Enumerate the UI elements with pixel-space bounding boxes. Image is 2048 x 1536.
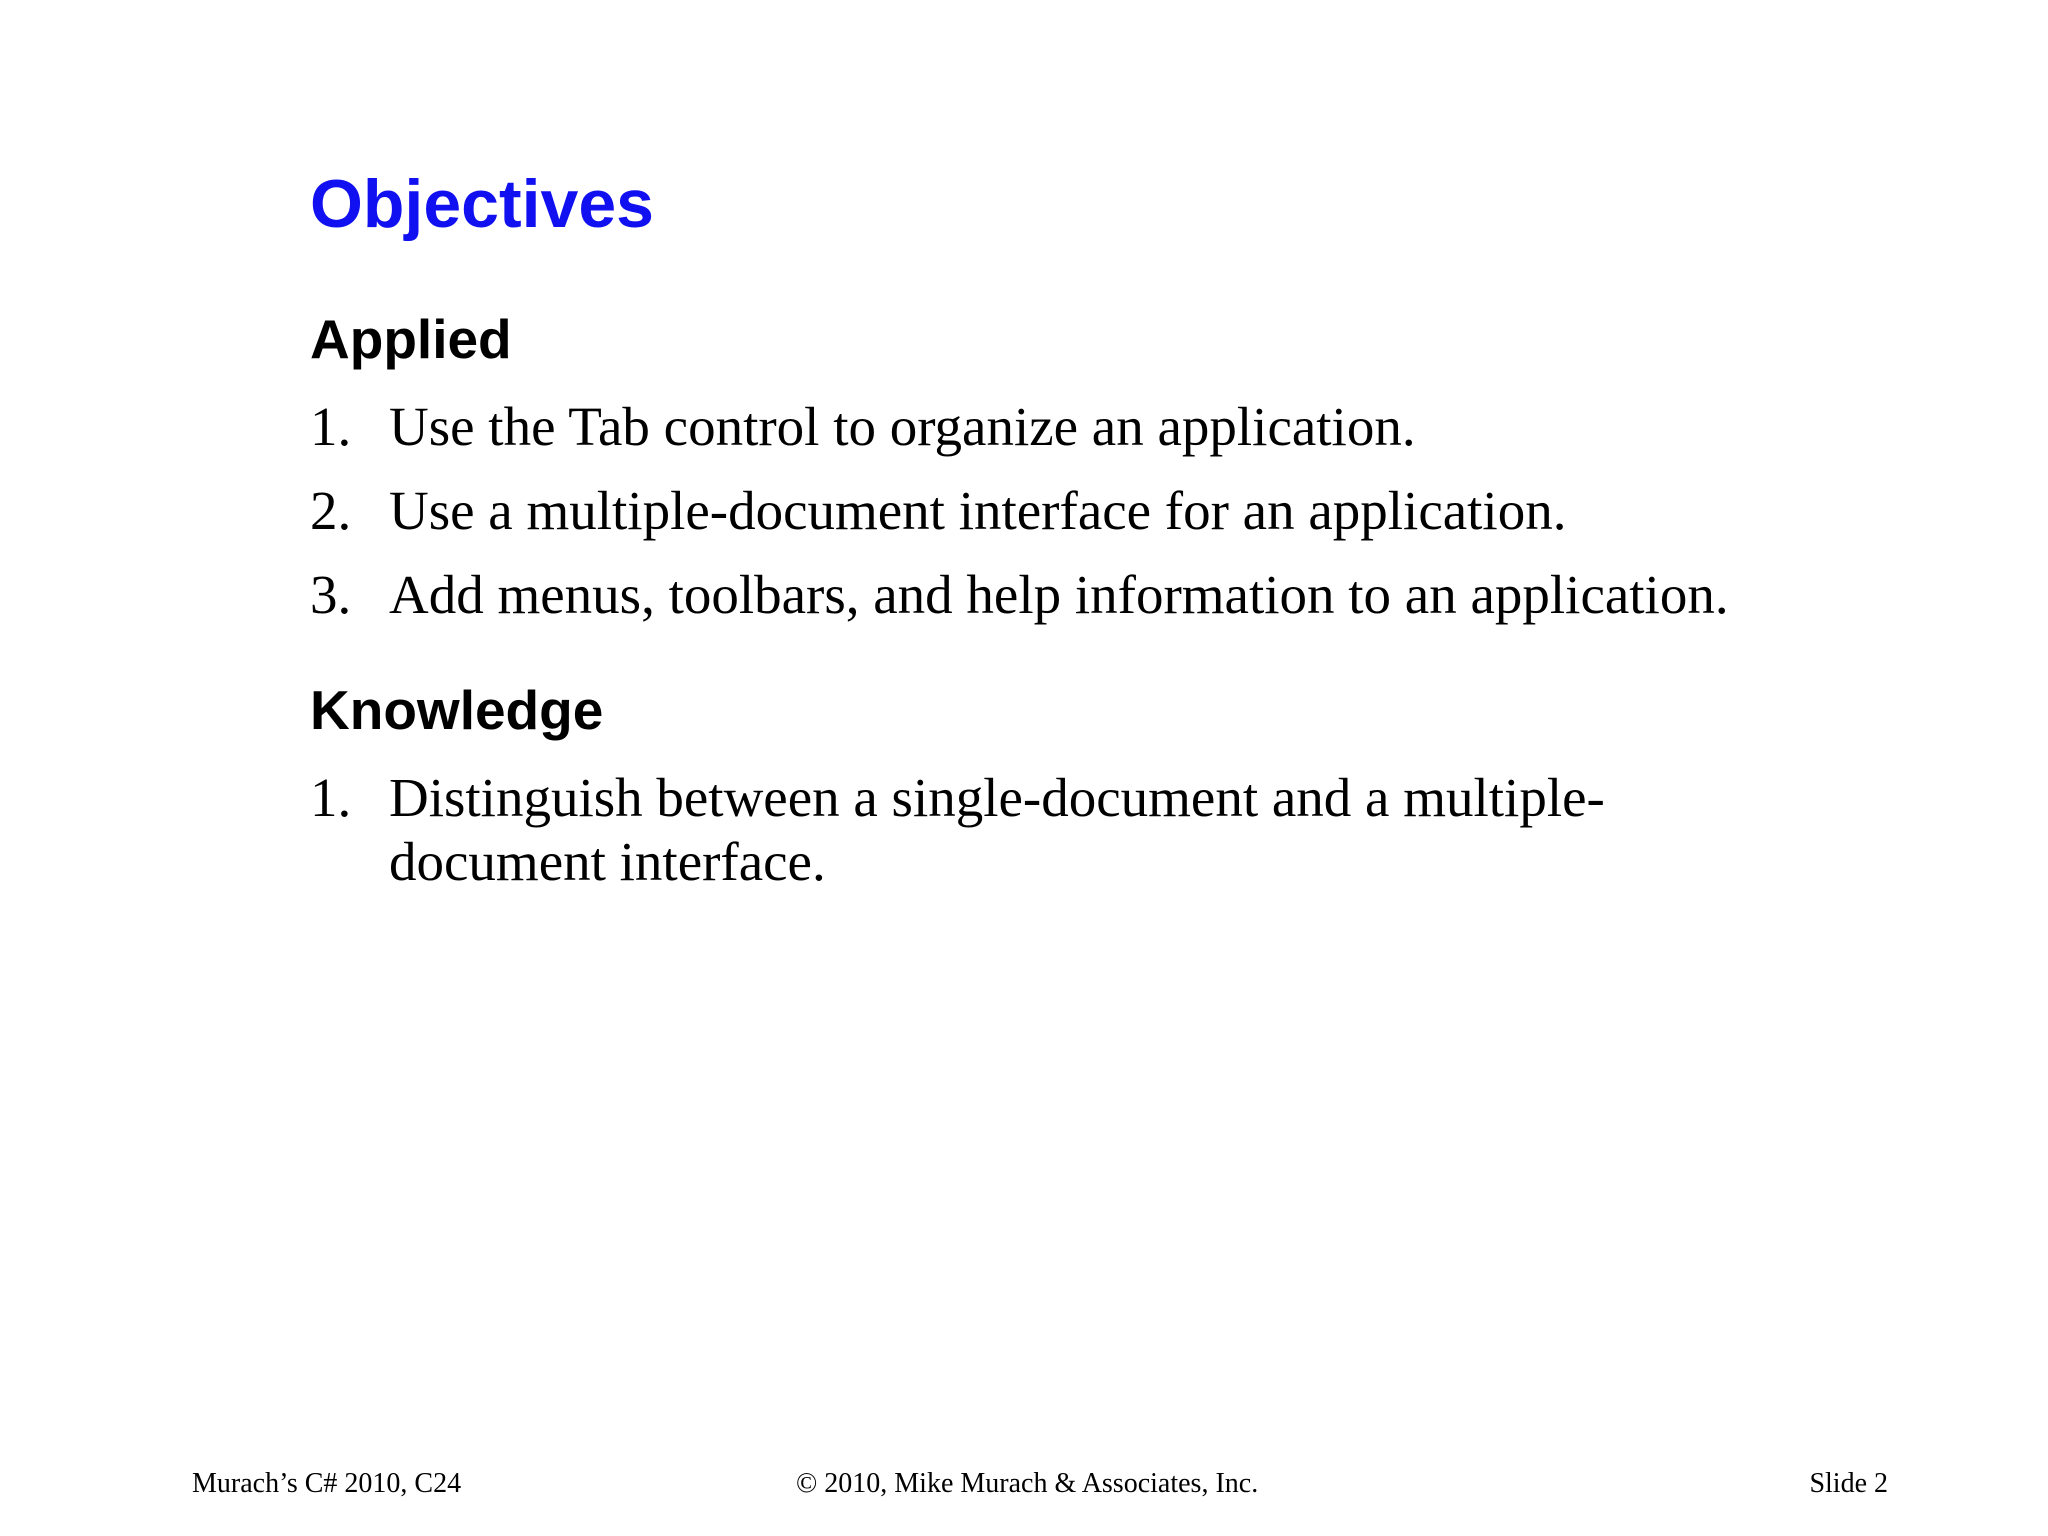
slide-title: Objectives [310, 166, 654, 242]
list-item-text: Add menus, toolbars, and help information to an application. [389, 564, 1729, 625]
list-item-number: 2. [310, 480, 352, 541]
footer-slide-number: Slide 2 [1809, 1468, 1888, 1499]
list-item-number: 3. [310, 564, 352, 625]
applied-objectives-list [310, 395, 1729, 647]
list-item-text [389, 766, 1605, 894]
list-item [310, 766, 1605, 894]
section-heading-applied: Applied [310, 308, 512, 370]
list-item [310, 479, 1729, 543]
list-item-number: 1. [310, 396, 352, 457]
list-item-number: 1. [310, 767, 352, 828]
footer-copyright: © 2010, Mike Murach & Associates, Inc. [796, 1468, 1259, 1499]
footer-book-title: Murach’s C# 2010, C24 [192, 1468, 462, 1499]
list-item [310, 563, 1729, 627]
list-item-text-line: document interface. [389, 831, 826, 892]
list-item-text: Use a multiple-document interface for an application. [389, 480, 1567, 541]
list-item-text: Use the Tab control to organize an application. [389, 396, 1416, 457]
list-item [310, 395, 1729, 459]
section-heading-knowledge: Knowledge [310, 679, 604, 741]
list-item-text-line: Distinguish between a single-document and a multiple- [389, 767, 1605, 828]
knowledge-objectives-list [310, 766, 1605, 914]
